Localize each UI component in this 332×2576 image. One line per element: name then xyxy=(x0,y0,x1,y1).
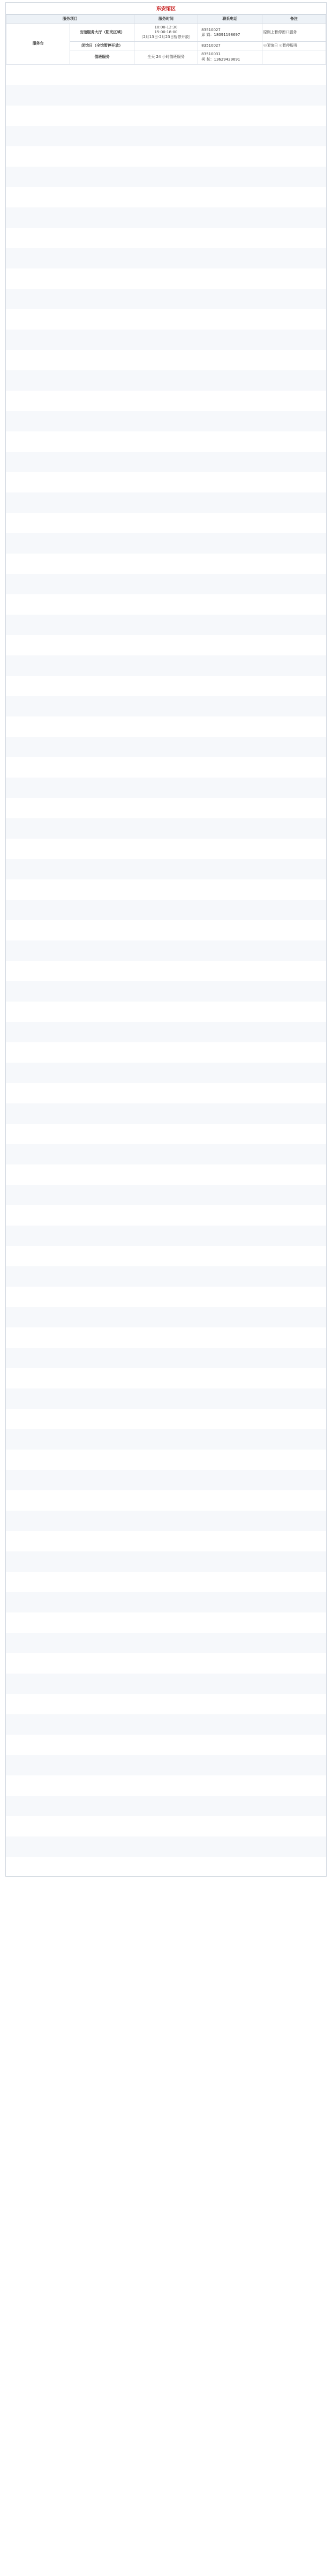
item-cell: 出馆服务大厅（阳光区域） xyxy=(70,24,134,42)
section-east xyxy=(5,2,327,1877)
page xyxy=(5,2,327,1877)
category-cell: 服务台 xyxy=(6,24,70,64)
note-cell: 原则上暂停窗口服务 xyxy=(262,24,326,42)
tel-cell: 83510027 xyxy=(198,42,262,50)
time-cell: 10:00-12:30 15:00-18:00 （2月13日-2月23日暂停开放） xyxy=(134,24,198,42)
item-cell: 值班服务 xyxy=(70,50,134,64)
note-cell xyxy=(262,50,326,64)
tel-cell: 83510027 邱 娟：18091198697 xyxy=(198,24,262,42)
header-tel: 联系电话 xyxy=(198,15,262,24)
section-title: 东安馆区 xyxy=(6,3,326,14)
time-cell: 全天 24 小时值班服务 xyxy=(134,50,198,64)
remaining-tables-area xyxy=(6,64,326,1876)
header-note: 备注 xyxy=(262,15,326,24)
tel-cell: 83510031 柯 某：13629429691 xyxy=(198,50,262,64)
header-time: 服务时间 xyxy=(134,15,198,24)
note-cell: ☉闭馆日 ☉暂停服务 xyxy=(262,42,326,50)
table-header-row xyxy=(6,15,326,24)
header-item: 服务项目 xyxy=(6,15,134,24)
time-cell xyxy=(134,42,198,50)
service-table xyxy=(6,14,326,64)
table-row xyxy=(6,24,326,42)
item-cell: 闭馆日（全馆暂停开放） xyxy=(70,42,134,50)
